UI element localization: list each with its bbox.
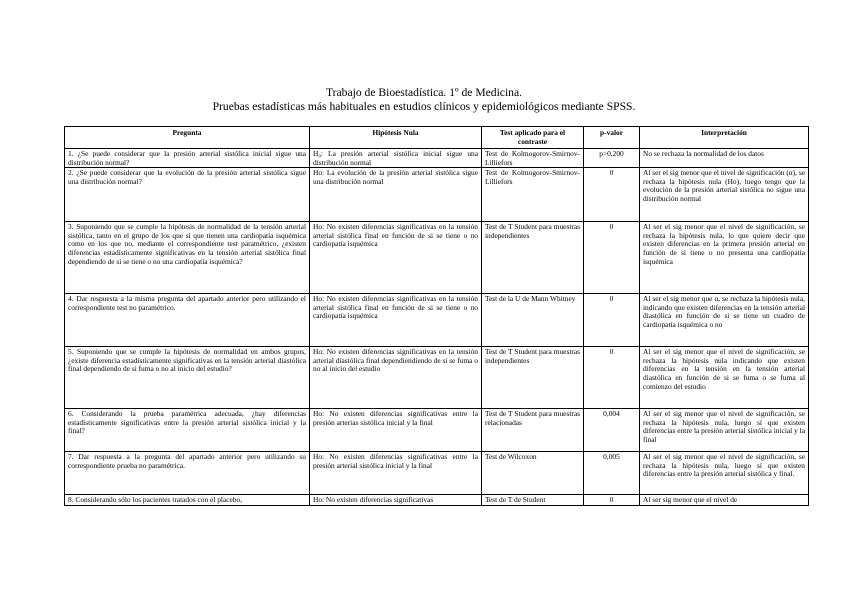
cell-test: Test de Wilcoxon — [482, 452, 584, 495]
cell-test: Test de T Student para muestras independientes — [482, 347, 584, 409]
table-row — [65, 168, 809, 222]
cell-interpretacion: Al ser el sig menor que el nivel de significación, se rechaza la hipótesis nula, luego sí que existen diferencias entre la presión arterial sistólica y final. — [640, 452, 809, 495]
cell-pregunta: 6. Considerando la prueba paramétrica adecuada, ¿hay diferencias estadísticamente significativas entre la presión arterial sistólica inicial y la final? — [65, 409, 310, 452]
cell-test: Test de T Student para muestras relacionadas — [482, 409, 584, 452]
title-line-2: Pruebas estadísticas más habituales en estudios clínicos y epidemiológicos mediante SPSS. — [212, 99, 636, 113]
cell-pvalor: 0 — [584, 222, 640, 294]
statistics-table — [64, 126, 809, 506]
cell-interpretacion: Al ser el sig menor que el nivel de significación, se rechaza la hipótesis nula, luego sí que existen diferencias entre la presión arterial sistólica inicial y la final — [640, 409, 809, 452]
title-line-1: Trabajo de Bioestadística. 1º de Medicina. — [325, 86, 523, 99]
header-pvalor: p-valor — [584, 127, 640, 149]
header-pregunta: Pregunta — [65, 127, 310, 149]
table-row — [65, 452, 809, 495]
cell-pregunta: 7. Dar respuesta a la pregunta del apartado anterior pero utilizando su correspondiente prueba no paramétrica. — [65, 452, 310, 495]
cell-pvalor: 0,005 — [584, 452, 640, 495]
cell-interpretacion: No se rechaza la normalidad de los datos — [640, 149, 809, 168]
cell-test: Test de Kolmogorov-Smirnov-Lilliefors — [482, 168, 584, 222]
cell-hipotesis: H₀: La presión arterial sistólica inicial sigue una distribución normal — [310, 149, 482, 168]
cell-hipotesis: Ho: No existen diferencias significativas en la tensión arterial sistólica final en función de si se tiene o no cardiopatía isquémica — [310, 222, 482, 294]
cell-hipotesis: Ho: La evolución de la presión arterial sistólica sigue una distribución normal — [310, 168, 482, 222]
cell-interpretacion: Al ser el sig menor que el nivel de significación, se rechaza la hipótesis nula, lo que quiere decir que existen diferencias en la primera presión arterial en función de si tiene o no presenta una cardiopatía isquémica — [640, 222, 809, 294]
table-row — [65, 222, 809, 294]
table-row — [65, 347, 809, 409]
cell-hipotesis: Ho: No existen diferencias significativas entre la presión arterial sistólica inicial y la final — [310, 452, 482, 495]
cell-pregunta: 2. ¿Se puede considerar que la evolución de la presión arterial sistólica sigue una distribución normal? — [65, 168, 310, 222]
cell-pvalor: 0 — [584, 294, 640, 347]
table-row — [65, 294, 809, 347]
header-hipotesis: Hipótesis Nula — [310, 127, 482, 149]
cell-interpretacion: Al ser el sig menor que el nivel de significación, se rechaza la hipótesis nula indicando que existen diferencias en la tensión en la tensión arterial diastólica en función de si se fuma o se fuma al comienzo del estudio — [640, 347, 809, 409]
cell-test: Test de T de Student — [482, 495, 584, 506]
cell-pvalor: 0 — [584, 347, 640, 409]
table-row — [65, 409, 809, 452]
cell-hipotesis: Ho: No existen diferencias significativas en la tensión arterial sistólica final en función de si se tiene o no cardiopatía isquémica — [310, 294, 482, 347]
cell-pvalor: 0 — [584, 495, 640, 506]
table-row — [65, 495, 809, 506]
document-title — [0, 86, 848, 113]
header-interpretacion: Interpretación — [640, 127, 809, 149]
cell-interpretacion: Al ser el sig menor que el nivel de significación (α), se rechaza la hipótesis nula (Ho), luego tengo que la evolución de la presión arterial sistólica no sigue una distribución normal — [640, 168, 809, 222]
table-header-row — [65, 127, 809, 149]
cell-interpretacion: Al ser sig menor que el nivel de — [640, 495, 809, 506]
cell-test: Test de T Student para muestras independientes — [482, 222, 584, 294]
cell-pregunta: 1. ¿Se puede considerar que la presión arterial sistólica inicial sigue una distribución normal? — [65, 149, 310, 168]
cell-test: Test de Kolmogorov-Smirnov-Lilliefors — [482, 149, 584, 168]
cell-pregunta: 3. Suponiendo que se cumple la hipótesis de normalidad de la tensión arterial sistólica, tanto en el grupo de los que sí que tienen una cardiopatía isquémica como en los que no, mediante el correspondiente test paramétrico, ¿existen diferencias estadísticamente significativas en la tensión arterial sistólica final dependiendo de si se tiene o no una cardiopatía isquémica? — [65, 222, 310, 294]
cell-pvalor: p>0,200 — [584, 149, 640, 168]
cell-hipotesis: Ho: No existen diferencias significativas en la tensión arterial diastólica final dependiendiendo de si se fuma o no al inicio del estudio — [310, 347, 482, 409]
cell-test: Test de la U de Mann Whitney — [482, 294, 584, 347]
cell-hipotesis: Ho: No existen diferencias significativas — [310, 495, 482, 506]
cell-pvalor: 0 — [584, 168, 640, 222]
table-row — [65, 149, 809, 168]
header-test: Test aplicado para el contraste — [482, 127, 584, 149]
cell-pvalor: 0,004 — [584, 409, 640, 452]
cell-hipotesis: Ho: No existen diferencias significativas entre la presión arterias sistólica inicial y la final — [310, 409, 482, 452]
cell-pregunta: 8. Considerando sólo los pacientes tratados con el placebo, — [65, 495, 310, 506]
cell-pregunta: 4. Dar respuesta a la misma pregunta del apartado anterior pero utilizando el correspondiente test no paramétrico. — [65, 294, 310, 347]
cell-pregunta: 5. Suponiendo que se cumple la hipótesis de normalidad en ambos grupos, ¿existe diferencia estadísticamente significativas en la tensión arterial diastólica final dependiendo de si fuma o no al inicio del estudio? — [65, 347, 310, 409]
cell-interpretacion: Al ser el sig menor que α, se rechaza la hipótesis nula, indicando que existen diferencias en la tensión arterial diastólica en función de si se tiene un cuadro de cardiopatía isquémica o no — [640, 294, 809, 347]
